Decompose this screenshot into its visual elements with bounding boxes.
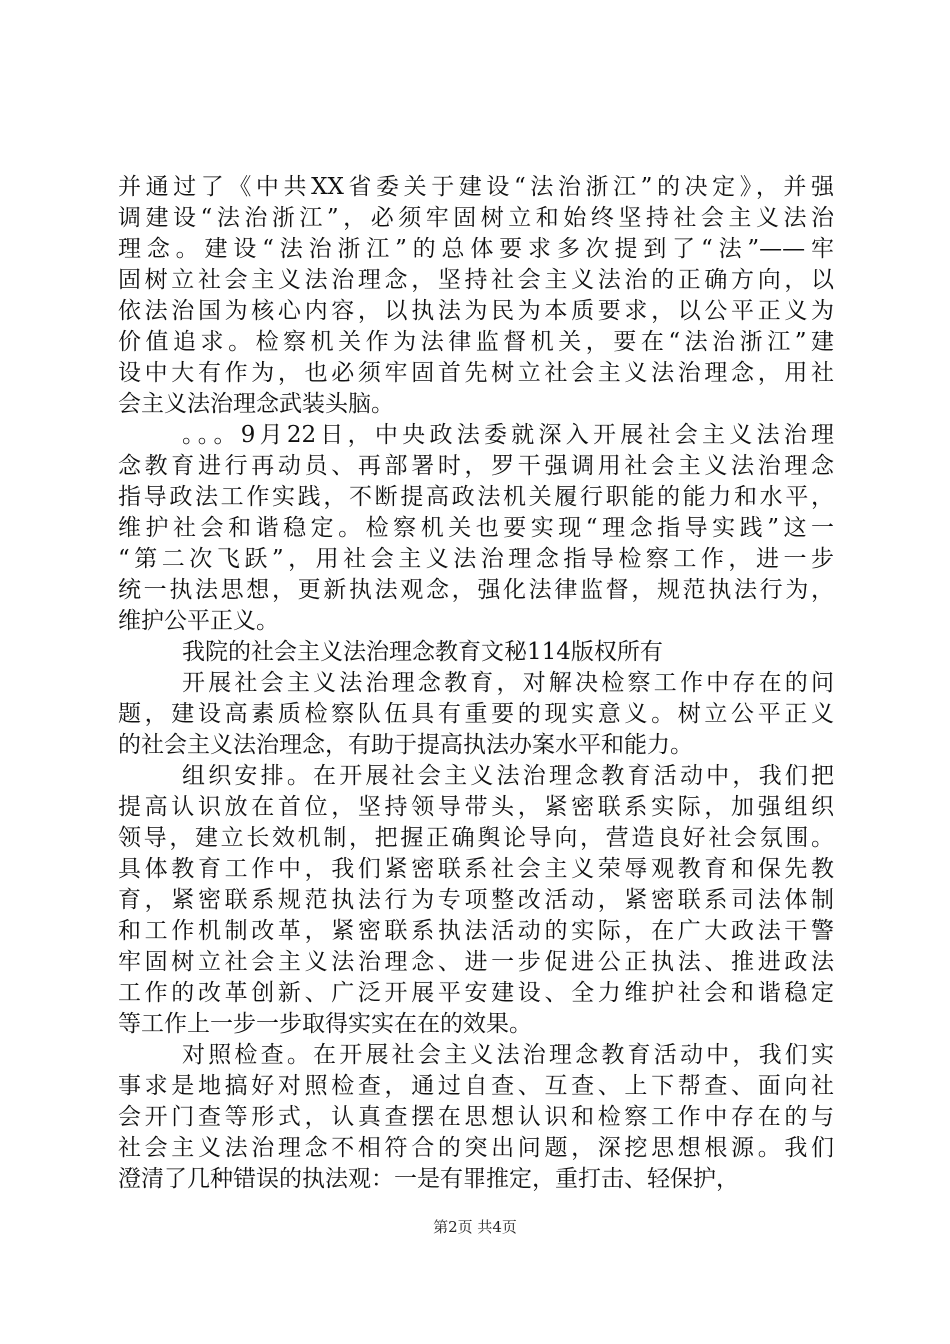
text-line: 设中大有作为，也必须牢固首先树立社会主义法治理念，用社 — [118, 360, 834, 386]
text-line: 领导，建立长效机制，把握正确舆论导向，营造良好社会氛围。 — [118, 825, 834, 851]
text-line: 会开门查等形式，认真查摆在思想认识和检察工作中存在的与 — [118, 1104, 834, 1130]
text-line: 念教育进行再动员、再部署时，罗干强调用社会主义法治理念 — [118, 453, 834, 479]
text-line: 统一执法思想，更新执法观念，强化法律监督，规范执法行为， — [118, 577, 834, 603]
text-line: 开展社会主义法治理念教育，对解决检察工作中存在的问 — [182, 670, 834, 696]
text-line: 等工作上一步一步取得实实在在的效果。 — [118, 1011, 532, 1037]
text-line: 对照检查。在开展社会主义法治理念教育活动中，我们实 — [182, 1042, 834, 1068]
text-line: 维护公平正义。 — [118, 608, 279, 634]
page-footer: 第2页 共4页 — [433, 1218, 517, 1236]
text-line: 并通过了《中共XX省委关于建设“法治浙江”的决定》，并强 — [118, 174, 834, 200]
text-line: 指导政法工作实践，不断提高政法机关履行职能的能力和水平， — [118, 484, 834, 510]
text-line: 的社会主义法治理念，有助于提高执法办案水平和能力。 — [118, 732, 693, 758]
text-line: 和工作机制改革，紧密联系执法活动的实际，在广大政法干警 — [118, 918, 834, 944]
paragraph — [118, 761, 834, 1040]
text-line: 我院的社会主义法治理念教育文秘114版权所有 — [182, 639, 663, 665]
paragraph — [118, 1040, 834, 1195]
paragraph — [118, 172, 834, 420]
text-line: 题，建设高素质检察队伍具有重要的现实意义。树立公平正义 — [118, 701, 834, 727]
text-line: 社会主义法治理念不相符合的突出问题，深挖思想根源。我们 — [118, 1135, 834, 1161]
text-line: 维护社会和谐稳定。检察机关也要实现“理念指导实践”这一 — [118, 515, 834, 541]
text-line: 澄清了几种错误的执法观：一是有罪推定，重打击、轻保护， — [118, 1166, 739, 1192]
text-line: 工作的改革创新、广泛开展平安建设、全力维护社会和谐稳定 — [118, 980, 834, 1006]
text-line: 固树立社会主义法治理念，坚持社会主义法治的正确方向，以 — [118, 267, 834, 293]
text-line: 价值追求。检察机关作为法律监督机关，要在“法治浙江”建 — [118, 329, 834, 355]
text-line: 依法治国为核心内容，以执法为民为本质要求，以公平正义为 — [118, 298, 834, 324]
text-line: 牢固树立社会主义法治理念、进一步促进公正执法、推进政法 — [118, 949, 834, 975]
paragraph — [118, 668, 834, 761]
document-body — [118, 172, 834, 1195]
text-line: 提高认识放在首位，坚持领导带头，紧密联系实际，加强组织 — [118, 794, 834, 820]
text-line: 具体教育工作中，我们紧密联系社会主义荣辱观教育和保先教 — [118, 856, 834, 882]
text-line: 理念。建设“法治浙江”的总体要求多次提到了“法”——牢 — [118, 236, 834, 262]
paragraph — [118, 637, 834, 668]
text-line: 育，紧密联系规范执法行为专项整改活动，紧密联系司法体制 — [118, 887, 834, 913]
text-line: 事求是地搞好对照检查，通过自查、互查、上下帮查、面向社 — [118, 1073, 834, 1099]
text-line: 组织安排。在开展社会主义法治理念教育活动中，我们把 — [182, 763, 834, 789]
text-line: 会主义法治理念武装头脑。 — [118, 391, 394, 417]
text-line: 。。。9月22日，中央政法委就深入开展社会主义法治理 — [182, 422, 834, 448]
paragraph — [118, 420, 834, 637]
text-line: 调建设“法治浙江”，必须牢固树立和始终坚持社会主义法治 — [118, 205, 834, 231]
text-line: “第二次飞跃”，用社会主义法治理念指导检察工作，进一步 — [118, 546, 834, 572]
